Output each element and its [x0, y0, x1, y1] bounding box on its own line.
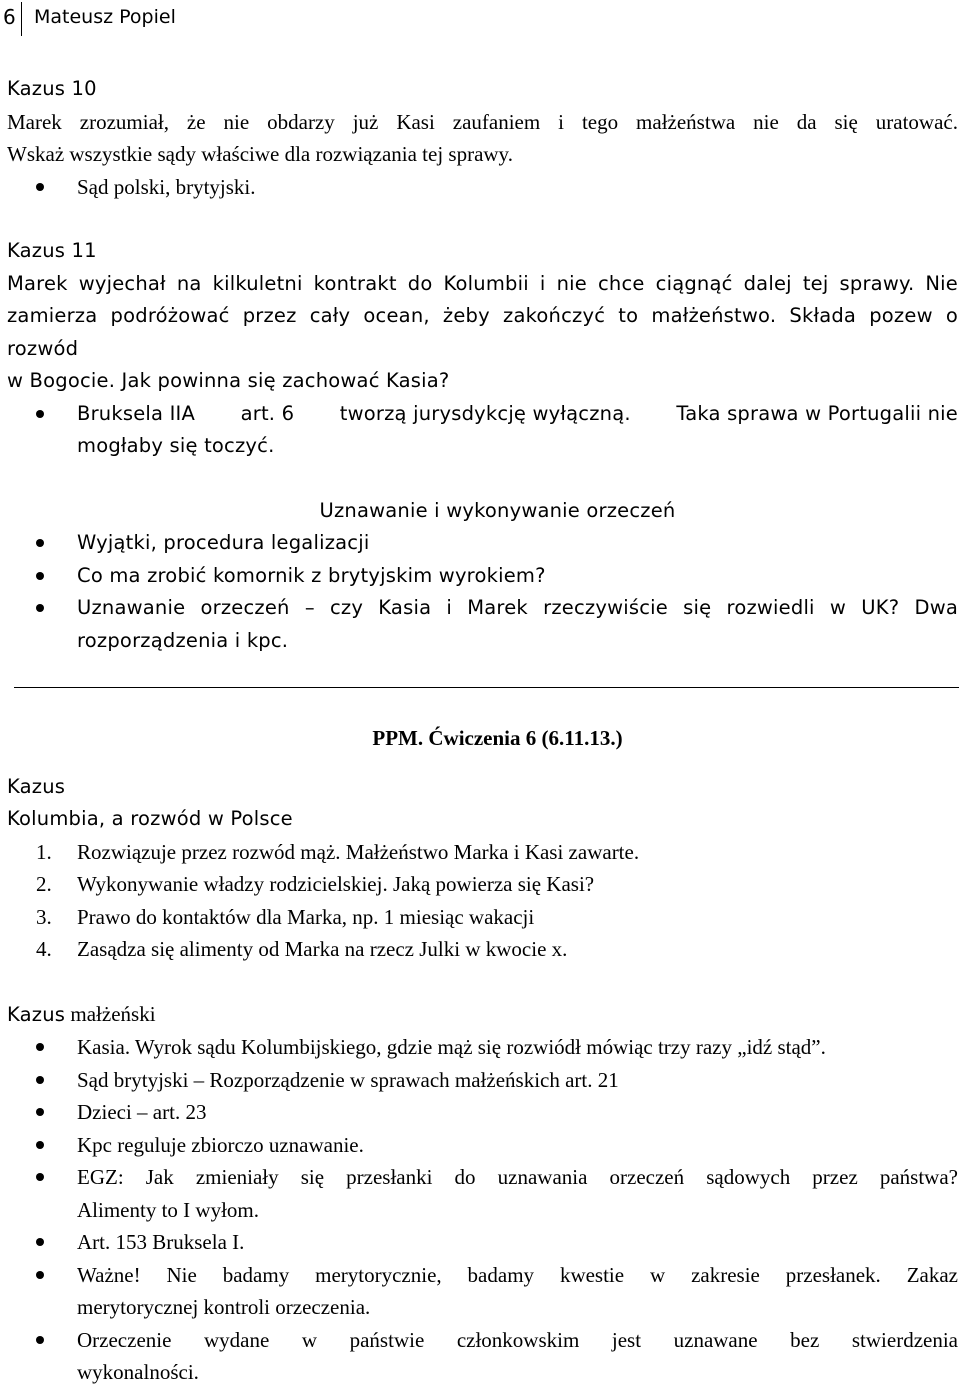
header-author: Mateusz Popiel — [34, 6, 176, 28]
kazus-10-title: Kazus 10 — [7, 77, 97, 100]
kazus-malzenski-title — [7, 998, 958, 1032]
kazus-malzenski-title-b: małżeński — [65, 1001, 156, 1026]
item-number: 1. — [36, 839, 52, 864]
header-separator — [21, 2, 22, 36]
item-number: 4. — [36, 937, 52, 961]
malzenski-bullet-3: Dzieci – art. 23 — [7, 1096, 958, 1129]
malzenski-bullet-6: Art. 153 Bruksela I. — [7, 1226, 958, 1259]
kazus-11-bullet-1 — [7, 398, 958, 431]
malzenski-bullet-2: Sąd brytyjski – Rozporządzenie w sprawach małżeńskich art. 21 — [7, 1064, 958, 1097]
uznawanie-bullet-3: Uznawanie orzeczeń – czy Kasia i Marek rzeczywiście się rozwiedli w UK? Dwa — [7, 592, 958, 625]
kazus-item-4 — [7, 933, 958, 966]
malzenski-bullet-4: Kpc reguluje zbiorczo uznawanie. — [7, 1129, 958, 1162]
malzenski-bullet-1: Kasia. Wyrok sądu Kolumbijskiego, gdzie mąż się rozwiódł mówiąc trzy razy „idź stąd”. — [7, 1031, 958, 1064]
document-body — [7, 73, 958, 1389]
kazus-10-bullet-1: Sąd polski, brytyjski. — [7, 171, 958, 204]
malzenski-bullet-5: EGZ: Jak zmieniały się przesłanki do uznawania orzeczeń sądowych przez państwa? — [7, 1161, 958, 1194]
item-text: Zasądza się alimenty od Marka na rzecz Julki w kwocie x. — [77, 937, 568, 961]
kazus-11-line-1: Marek wyjechał na kilkuletni kontrakt do Kolumbii i nie chce ciągnąć dalej tej sprawy. Nie — [7, 271, 958, 295]
bullet-part-c: tworzą jurysdykcję wyłączną. — [339, 401, 631, 425]
item-number: 2. — [36, 872, 52, 896]
kazus-item-1 — [7, 836, 958, 869]
malzenski-bullet-8-cont: wykonalności. — [77, 1360, 199, 1384]
kazus-10-line-1: Marek zrozumiał, że nie obdarzy już Kasi zaufaniem i tego małżeństwa nie da się uratować. — [7, 109, 958, 134]
uznawanie-bullet-1: Wyjątki, procedura legalizacji — [7, 527, 958, 560]
ppm-title: PPM. Ćwiczenia 6 (6.11.13.) — [372, 726, 623, 750]
kazus-item-2 — [7, 868, 958, 901]
kazus-10-line-2: Wskaż wszystkie sądy właściwe dla rozwiązania tej sprawy. — [7, 142, 513, 166]
kazus-11-bullet-1-cont: mogłaby się toczyć. — [77, 434, 275, 457]
kazus-subtitle: Kolumbia, a rozwód w Polsce — [7, 807, 293, 830]
item-text: Wykonywanie władzy rodzicielskiej. Jaką powierza się Kasi? — [77, 872, 595, 896]
kazus-title: Kazus — [7, 774, 66, 798]
kazus-11-title: Kazus 11 — [7, 239, 97, 262]
uznawanie-bullet-2: Co ma zrobić komornik z brytyjskim wyrokiem? — [7, 560, 958, 593]
page-header — [0, 0, 400, 36]
bullet-part-d: Taka sprawa w Portugalii nie — [676, 401, 958, 425]
malzenski-bullet-5-cont: Alimenty to I wyłom. — [77, 1197, 259, 1222]
item-text: Prawo do kontaktów dla Marka, np. 1 miesiąc wakacji — [77, 904, 535, 929]
bullet-part-b: art. 6 — [240, 401, 295, 425]
bullet-part-a: Bruksela IIA — [77, 401, 196, 425]
item-number: 3. — [36, 904, 52, 929]
kazus-11-line-2: zamierza podróżować przez cały ocean, żeby zakończyć to małżeństwo. Składa pozew o rozwód — [7, 304, 958, 360]
page-number: 6 — [3, 5, 16, 29]
kazus-11-line-3: w Bogocie. Jak powinna się zachować Kasia? — [7, 369, 450, 392]
uznawanie-bullet-3-cont: rozporządzenia i kpc. — [77, 628, 289, 652]
malzenski-bullet-8: Orzeczenie wydane w państwie członkowskim jest uznawane bez stwierdzenia — [7, 1324, 958, 1357]
item-text: Rozwiązuje przez rozwód mąż. Małżeństwo Marka i Kasi zawarte. — [77, 839, 640, 864]
kazus-item-3 — [7, 901, 958, 934]
kazus-malzenski-title-a: Kazus — [7, 1002, 66, 1026]
malzenski-bullet-7-cont: merytorycznej kontroli orzeczenia. — [77, 1295, 371, 1319]
malzenski-bullet-7: Ważne! Nie badamy merytorycznie, badamy kwestie w zakresie przesłanek. Zakaz — [7, 1259, 958, 1292]
uznawanie-heading: Uznawanie i wykonywanie orzeczeń — [319, 498, 676, 522]
